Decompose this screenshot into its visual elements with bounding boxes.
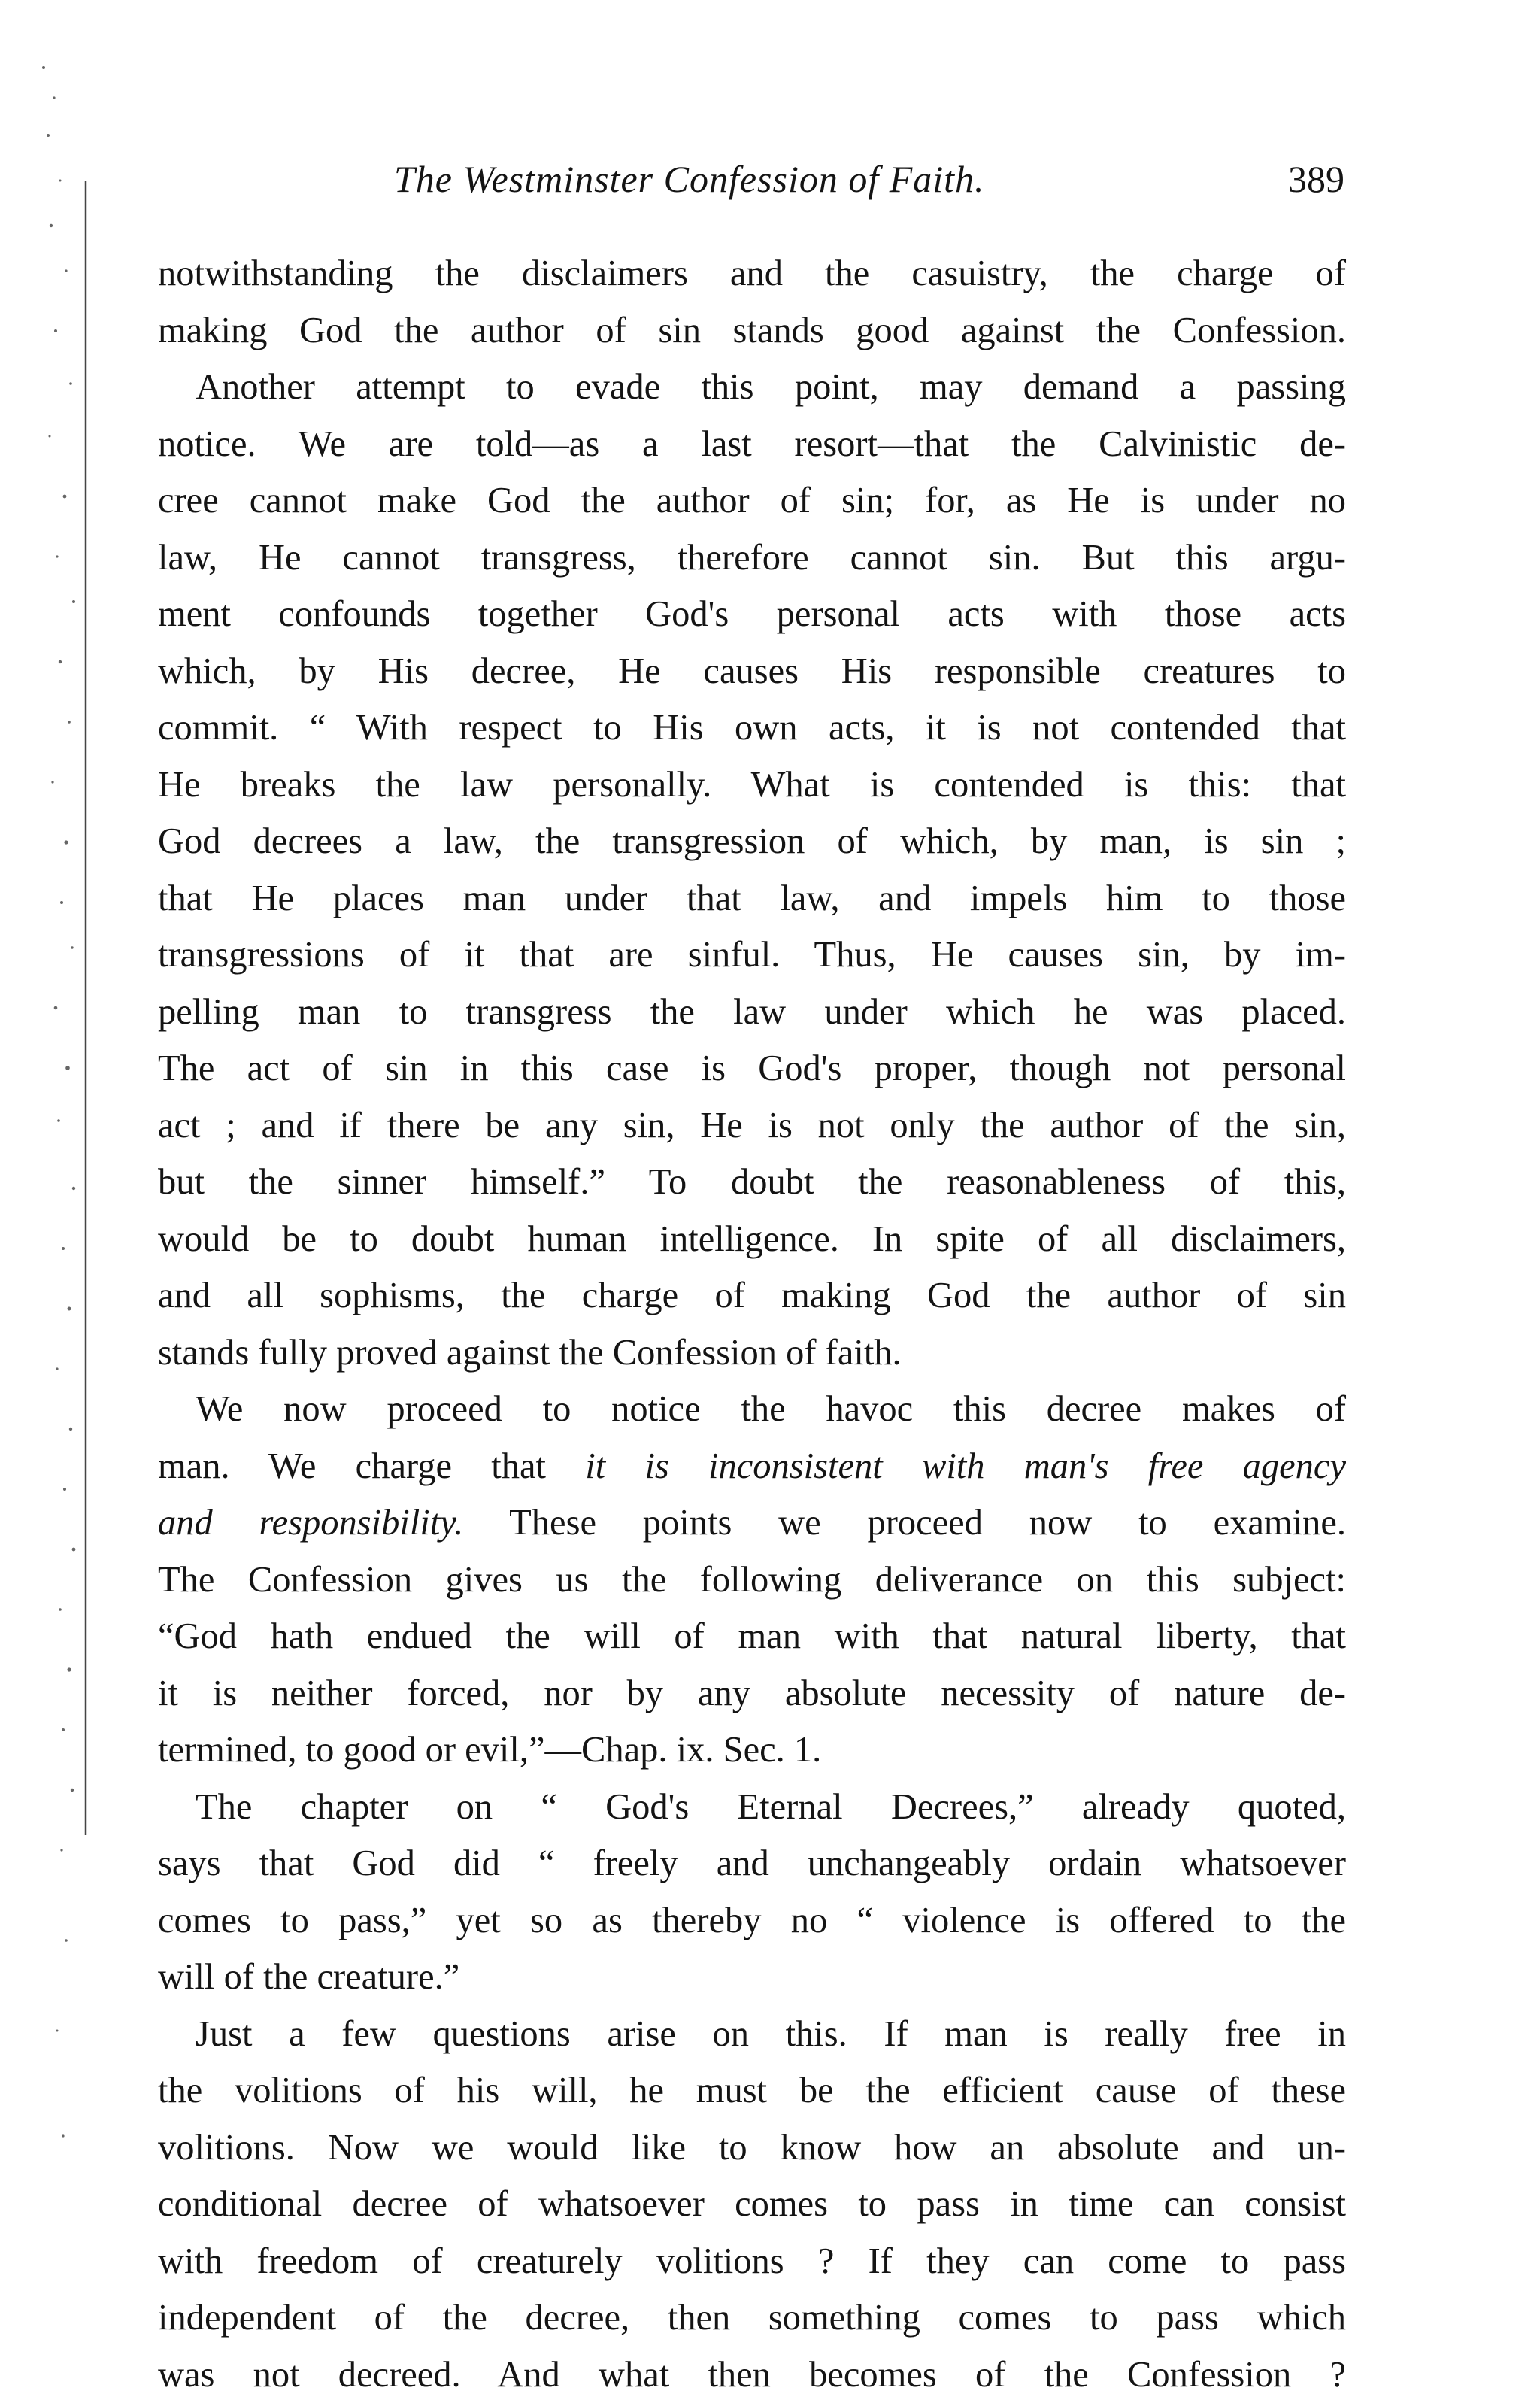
- text-line-segment: We now proceed to notice the havoc this decree makes of: [196, 1389, 1346, 1429]
- text-line-segment: stands fully proved against the Confession of faith.: [158, 1333, 902, 1373]
- text-line-segment: and all sophisms, the charge of making God the author of sin: [158, 1276, 1346, 1315]
- text-line: [158, 586, 1346, 643]
- running-title: The Westminster Confession of Faith.: [394, 156, 985, 202]
- text-line: [158, 2006, 1346, 2063]
- text-line: [158, 472, 1346, 529]
- text-line: [158, 1097, 1346, 1154]
- text-line-segment: would be to doubt human intelligence. In spite of all disclaimers,: [158, 1219, 1346, 1259]
- text-line-segment: The Confession gives us the following deliverance on this subject:: [158, 1560, 1346, 1600]
- text-line: [158, 1324, 1346, 1382]
- text-line-segment: law, He cannot transgress, therefore cannot sin. But this argu-: [158, 538, 1346, 578]
- text-line: [158, 1665, 1346, 1722]
- text-line: [158, 1779, 1346, 1836]
- emphasis-text: and responsibility.: [158, 1503, 463, 1543]
- text-line: [158, 1438, 1346, 1495]
- text-line-segment: Another attempt to evade this point, may demand a passing: [196, 367, 1346, 407]
- text-line-segment: The act of sin in this case is God's proper, though not personal: [158, 1048, 1346, 1088]
- text-line-segment: notwithstanding the disclaimers and the casuistry, the charge of: [158, 253, 1346, 293]
- text-line: [158, 927, 1346, 984]
- text-line: [158, 1722, 1346, 1779]
- text-line: [158, 1211, 1346, 1268]
- text-line: [158, 757, 1346, 814]
- text-line: [158, 699, 1346, 757]
- binding-edge-speckle: [21, 45, 89, 2286]
- text-line: [158, 2119, 1346, 2177]
- text-line: [158, 984, 1346, 1041]
- text-line: [158, 302, 1346, 360]
- text-line-segment: but the sinner himself.” To doubt the reasonableness of this,: [158, 1162, 1346, 1202]
- text-line: [158, 2176, 1346, 2233]
- text-line-segment: which, by His decree, He causes His responsible creatures to: [158, 651, 1346, 691]
- text-line: [158, 1552, 1346, 1609]
- text-line-segment: the volitions of his will, he must be the efficient cause of these: [158, 2071, 1346, 2110]
- text-line-segment: commit. “ With respect to His own acts, it is not contended that: [158, 708, 1346, 748]
- text-line: [158, 643, 1346, 700]
- page-number: 389: [1288, 156, 1344, 202]
- text-line: [158, 1608, 1346, 1665]
- text-line-segment: The chapter on “ God's Eternal Decrees,” already quoted,: [196, 1787, 1346, 1827]
- text-line: [158, 2062, 1346, 2119]
- text-line: [158, 416, 1346, 473]
- text-line-segment: God decrees a law, the transgression of which, by man, is sin ;: [158, 821, 1346, 861]
- text-line: [158, 1494, 1346, 1552]
- text-line-segment: was not decreed. And what then becomes of the Confession ?: [158, 2355, 1346, 2395]
- text-line: [158, 2289, 1346, 2347]
- text-line: [158, 2347, 1346, 2403]
- text-line: [158, 870, 1346, 927]
- text-line-segment: pelling man to transgress the law under which he was placed.: [158, 992, 1346, 1032]
- text-line: [158, 2233, 1346, 2290]
- text-line-segment: man. We charge that: [158, 1446, 585, 1486]
- text-line: [158, 1381, 1346, 1438]
- text-line: [158, 1949, 1346, 2006]
- emphasis-text: it is inconsistent with man's free agency: [585, 1446, 1346, 1486]
- text-line-segment: independent of the decree, then something comes to pass which: [158, 2298, 1346, 2338]
- text-line-segment: volitions. Now we would like to know how an absolute and un-: [158, 2128, 1346, 2168]
- text-line: [158, 1267, 1346, 1324]
- text-line-segment: act ; and if there be any sin, He is not only the author of the sin,: [158, 1106, 1346, 1145]
- text-line-segment: “God hath endued the will of man with that natural liberty, that: [158, 1616, 1346, 1656]
- text-line-segment: ment confounds together God's personal acts with those acts: [158, 594, 1346, 634]
- running-head: [159, 156, 1344, 217]
- text-line-segment: These points we proceed now to examine.: [463, 1503, 1346, 1543]
- text-line: [158, 1040, 1346, 1097]
- text-line-segment: comes to pass,” yet so as thereby no “ violence is offered to the: [158, 1901, 1346, 1940]
- text-line: [158, 245, 1346, 302]
- text-line-segment: termined, to good or evil,”—Chap. ix. Sec. 1.: [158, 1730, 821, 1770]
- text-line: [158, 359, 1346, 416]
- text-line-segment: with freedom of creaturely volitions ? If they can come to pass: [158, 2241, 1346, 2281]
- text-line-segment: making God the author of sin stands good against the Confession.: [158, 311, 1346, 350]
- text-line-segment: conditional decree of whatsoever comes to pass in time can consist: [158, 2184, 1346, 2224]
- text-line: [158, 1835, 1346, 1892]
- text-line-segment: He breaks the law personally. What is contended is this: that: [158, 765, 1346, 805]
- text-line-segment: cree cannot make God the author of sin; for, as He is under no: [158, 481, 1346, 520]
- text-line: [158, 813, 1346, 870]
- text-line-segment: it is neither forced, nor by any absolute necessity of nature de-: [158, 1673, 1346, 1713]
- text-line-segment: transgressions of it that are sinful. Thus, He causes sin, by im-: [158, 935, 1346, 975]
- text-line: [158, 1892, 1346, 1949]
- text-line-segment: notice. We are told—as a last resort—that the Calvinistic de-: [158, 424, 1346, 464]
- text-line: [158, 529, 1346, 587]
- text-line-segment: Just a few questions arise on this. If man is really free in: [196, 2014, 1346, 2054]
- body-text: [158, 245, 1346, 2403]
- text-line: [158, 1154, 1346, 1211]
- text-line-segment: says that God did “ freely and unchangeably ordain whatsoever: [158, 1843, 1346, 1883]
- text-line-segment: will of the creature.”: [158, 1957, 459, 1997]
- text-line-segment: that He places man under that law, and impels him to those: [158, 878, 1346, 918]
